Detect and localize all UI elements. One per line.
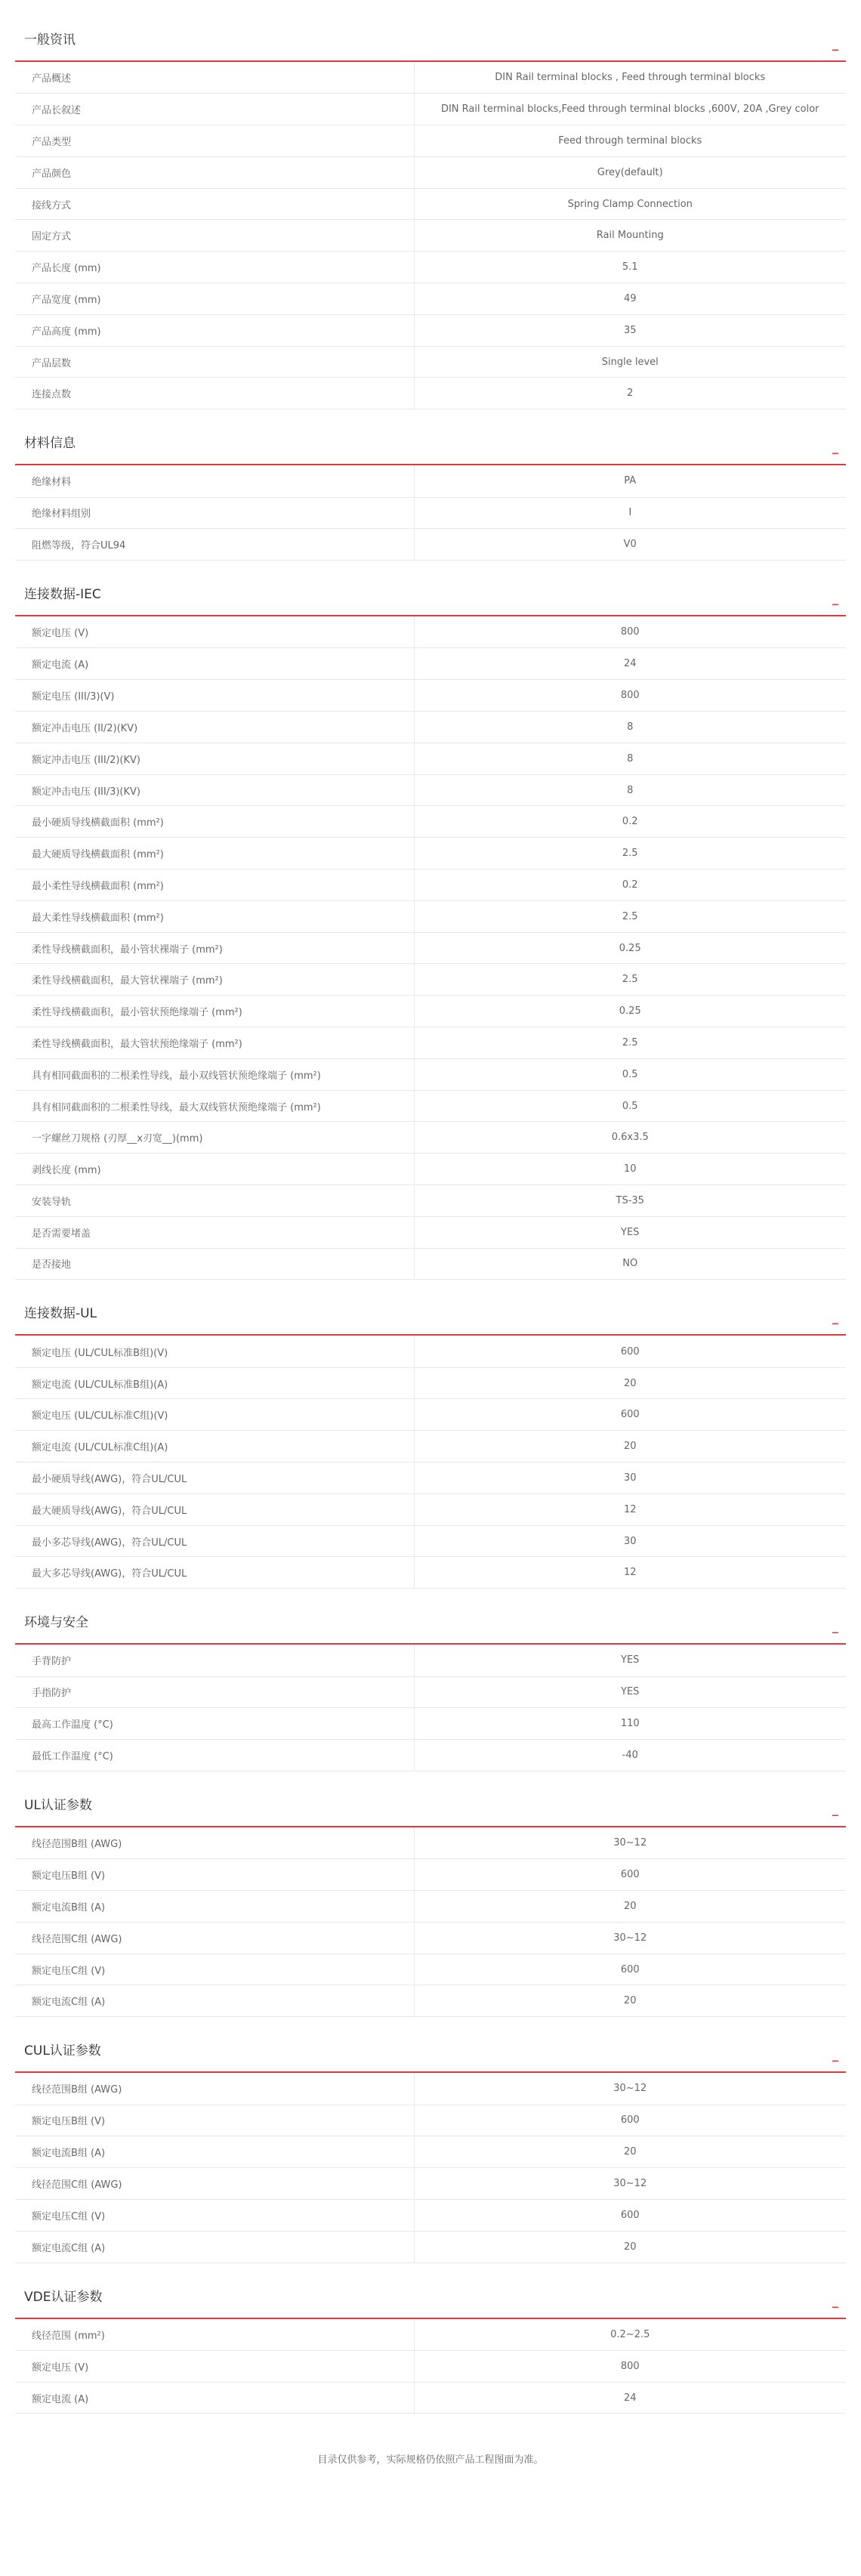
table-row <box>15 1399 846 1431</box>
table-row <box>15 1891 846 1923</box>
table-row <box>15 1431 846 1463</box>
spec-value: YES <box>621 1686 640 1698</box>
spec-value: 2.5 <box>622 848 638 860</box>
table-row <box>15 1557 846 1589</box>
table-row <box>15 774 846 806</box>
spec-value: 20 <box>623 1995 637 2007</box>
disclaimer-footer: 目录仅供参考，实际规格仍依照产品工程图面为准。 <box>317 2454 544 2466</box>
spec-value: 600 <box>620 2209 640 2221</box>
section-title: UL认证参数 <box>24 1797 92 1813</box>
spec-label: 最大硬质导线(AWG)，符合UL/CUL <box>15 1493 414 1525</box>
table-row <box>15 1493 846 1525</box>
spec-table <box>15 2319 846 2414</box>
table-row <box>15 2231 846 2262</box>
table-row <box>15 378 846 409</box>
table-row <box>15 1708 846 1740</box>
spec-value: Feed through terminal blocks <box>558 134 702 147</box>
table-row <box>15 1122 846 1154</box>
spec-value: 8 <box>627 784 634 796</box>
spec-label: 最小多芯导线(AWG)，符合UL/CUL <box>15 1525 414 1557</box>
spec-label: 是否需要堵盖 <box>15 1216 414 1248</box>
section-header[interactable] <box>15 576 846 616</box>
spec-table <box>15 2073 846 2262</box>
spec-label: 额定电压 (V) <box>15 2350 414 2382</box>
spec-label: 额定电压 (V) <box>15 616 414 648</box>
table-row <box>15 1827 846 1859</box>
spec-label: 产品宽度 (mm) <box>15 283 414 315</box>
spec-label: 具有相同截面积的二根柔性导线，最小双线管状预绝缘端子 (mm²) <box>15 1058 414 1090</box>
table-row <box>15 1954 846 1985</box>
spec-value: 600 <box>620 2114 640 2127</box>
table-row <box>15 1922 846 1954</box>
spec-value: 8 <box>627 752 634 764</box>
table-row <box>15 125 846 157</box>
spec-label: 额定电压C组 (V) <box>15 1954 414 1985</box>
spec-label: 额定电流 (UL/CUL标准B组)(A) <box>15 1367 414 1399</box>
table-row <box>15 465 846 497</box>
table-row <box>15 996 846 1027</box>
spec-label: 最小柔性导线横截面积 (mm²) <box>15 869 414 901</box>
table-row <box>15 252 846 283</box>
table-row <box>15 932 846 964</box>
spec-value: 30~12 <box>613 2178 647 2190</box>
spec-value: 8 <box>627 721 634 733</box>
spec-value: 12 <box>623 1503 637 1515</box>
section-header[interactable] <box>15 21 846 62</box>
spec-value: Single level <box>601 356 659 368</box>
spec-value: 0.6x3.5 <box>611 1132 649 1144</box>
spec-label: 额定电压 (UL/CUL标准B组)(V) <box>15 1336 414 1367</box>
table-row <box>15 2105 846 2136</box>
spec-value: 600 <box>620 1409 640 1421</box>
spec-label: 固定方式 <box>15 220 414 252</box>
spec-value: 20 <box>623 1377 637 1389</box>
spec-value: DIN Rail terminal blocks , Feed through terminal blocks <box>495 72 766 84</box>
table-row <box>15 1248 846 1280</box>
section-header[interactable] <box>15 2278 846 2319</box>
spec-label: 最高工作温度 (°C) <box>15 1708 414 1740</box>
spec-label: 线径范围 (mm²) <box>15 2319 414 2351</box>
spec-section <box>15 2032 846 2262</box>
spec-value: 24 <box>623 2392 637 2404</box>
table-row <box>15 314 846 346</box>
table-row <box>15 616 846 648</box>
section-header[interactable] <box>15 425 846 465</box>
spec-label: 线径范围C组 (AWG) <box>15 1922 414 1954</box>
spec-label: 最大柔性导线横截面积 (mm²) <box>15 900 414 932</box>
table-row <box>15 680 846 712</box>
spec-label: 柔性导线横截面积，最大管状裸端子 (mm²) <box>15 964 414 996</box>
table-row <box>15 62 846 94</box>
spec-label: 一字螺丝刀规格 (刃厚__x刃宽__)(mm) <box>15 1122 414 1154</box>
spec-label: 额定冲击电压 (III/3)(KV) <box>15 774 414 806</box>
spec-value: 24 <box>623 658 637 670</box>
spec-value: 600 <box>620 1963 640 1975</box>
table-row <box>15 346 846 378</box>
spec-label: 柔性导线横截面积，最小管状裸端子 (mm²) <box>15 932 414 964</box>
spec-label: 额定电压B组 (V) <box>15 1859 414 1891</box>
spec-value: -40 <box>622 1750 638 1762</box>
spec-value: 35 <box>623 324 637 336</box>
spec-label: 最小硬质导线横截面积 (mm²) <box>15 806 414 838</box>
spec-value: V0 <box>623 539 637 551</box>
spec-label: 柔性导线横截面积，最小管状预绝缘端子 (mm²) <box>15 996 414 1027</box>
spec-label: 最低工作温度 (°C) <box>15 1740 414 1771</box>
table-row <box>15 1058 846 1090</box>
spec-value: 0.2~2.5 <box>610 2328 650 2340</box>
spec-label: 额定电流B组 (A) <box>15 2136 414 2168</box>
table-row <box>15 2350 846 2382</box>
spec-value: 0.5 <box>622 1068 638 1080</box>
spec-section <box>15 1787 846 2017</box>
table-row <box>15 283 846 315</box>
spec-value: 600 <box>620 1345 640 1357</box>
table-row <box>15 220 846 252</box>
spec-page <box>0 21 861 2466</box>
table-row <box>15 94 846 125</box>
table-row <box>15 838 846 869</box>
table-row <box>15 1027 846 1059</box>
section-title: VDE认证参数 <box>24 2289 103 2305</box>
spec-value: 2 <box>627 388 634 400</box>
spec-value: NO <box>622 1258 638 1270</box>
spec-value: YES <box>621 1226 640 1238</box>
collapse-toggle-icon[interactable]: _ <box>832 1619 838 1634</box>
collapse-toggle-icon[interactable]: _ <box>832 591 838 606</box>
spec-value: 49 <box>623 292 637 304</box>
collapse-toggle-icon[interactable]: _ <box>832 2047 838 2062</box>
table-row <box>15 964 846 996</box>
spec-value: 2.5 <box>622 910 638 922</box>
spec-value: 2.5 <box>622 974 638 986</box>
spec-label: 产品长度 (mm) <box>15 252 414 283</box>
spec-value: Rail Mounting <box>596 230 664 242</box>
section-header[interactable] <box>15 1604 846 1645</box>
spec-value: 20 <box>623 2241 637 2253</box>
spec-value: 30~12 <box>613 2083 647 2095</box>
spec-label: 安装导轨 <box>15 1185 414 1217</box>
spec-value: 0.25 <box>619 1005 641 1018</box>
table-row <box>15 1985 846 2017</box>
spec-value: 2.5 <box>622 1036 638 1049</box>
section-title: 连接数据-IEC <box>24 587 101 603</box>
spec-value: YES <box>621 1654 640 1666</box>
section-title: CUL认证参数 <box>24 2043 101 2059</box>
table-row <box>15 1740 846 1771</box>
spec-label: 最大硬质导线横截面积 (mm²) <box>15 838 414 869</box>
spec-label: 额定电流 (UL/CUL标准C组)(A) <box>15 1431 414 1463</box>
spec-label: 额定电流C组 (A) <box>15 2231 414 2262</box>
spec-label: 接线方式 <box>15 188 414 220</box>
spec-label: 阻燃等级，符合UL94 <box>15 529 414 561</box>
spec-table <box>15 465 846 561</box>
spec-section <box>15 1295 846 1589</box>
spec-section <box>15 2278 846 2414</box>
spec-section <box>15 576 846 1280</box>
section-header[interactable] <box>15 1787 846 1827</box>
spec-label: 柔性导线横截面积，最大管状预绝缘端子 (mm²) <box>15 1027 414 1059</box>
section-title: 连接数据-UL <box>24 1306 97 1322</box>
spec-value: 20 <box>623 1900 637 1912</box>
spec-label: 产品概述 <box>15 62 414 94</box>
table-row <box>15 1185 846 1217</box>
collapse-toggle-icon[interactable]: _ <box>832 36 838 51</box>
spec-label: 绝缘材料 <box>15 465 414 497</box>
table-row <box>15 1676 846 1708</box>
table-row <box>15 2382 846 2414</box>
spec-section <box>15 21 846 409</box>
table-row <box>15 1525 846 1557</box>
table-row <box>15 869 846 901</box>
spec-value: 800 <box>620 690 640 702</box>
spec-value: 0.25 <box>619 942 641 954</box>
table-row <box>15 900 846 932</box>
spec-label: 额定电流 (A) <box>15 648 414 680</box>
table-row <box>15 648 846 680</box>
spec-value: Grey(default) <box>597 166 663 178</box>
table-row <box>15 2199 846 2231</box>
spec-value: 30 <box>623 1535 637 1547</box>
section-header[interactable] <box>15 2032 846 2073</box>
spec-table <box>15 616 846 1280</box>
spec-label: 手背防护 <box>15 1645 414 1676</box>
spec-label: 产品长叙述 <box>15 94 414 125</box>
table-row <box>15 156 846 188</box>
spec-label: 产品层数 <box>15 346 414 378</box>
spec-label: 额定电流C组 (A) <box>15 1985 414 2017</box>
spec-label: 额定电压B组 (V) <box>15 2105 414 2136</box>
spec-value: 0.2 <box>622 816 638 828</box>
table-row <box>15 1463 846 1494</box>
spec-label: 产品颜色 <box>15 156 414 188</box>
spec-value: 30~12 <box>613 1837 647 1849</box>
spec-value: DIN Rail terminal blocks,Feed through terminal blocks ,600V, 20A ,Grey color <box>440 103 819 116</box>
table-row <box>15 529 846 561</box>
spec-table <box>15 1645 846 1771</box>
spec-label: 额定电流 (A) <box>15 2382 414 2414</box>
spec-value: 12 <box>623 1567 637 1579</box>
spec-value: 0.2 <box>622 879 638 891</box>
collapse-toggle-icon[interactable]: _ <box>832 1801 838 1816</box>
table-row <box>15 1216 846 1248</box>
spec-label: 产品高度 (mm) <box>15 314 414 346</box>
spec-value: 30 <box>623 1472 637 1484</box>
spec-value: 20 <box>623 1441 637 1453</box>
spec-value: 5.1 <box>622 261 638 273</box>
spec-label: 最大多芯导线(AWG)，符合UL/CUL <box>15 1557 414 1589</box>
spec-section <box>15 1604 846 1771</box>
spec-table <box>15 1827 846 2017</box>
collapse-toggle-icon[interactable]: _ <box>832 1310 838 1325</box>
spec-section <box>15 425 846 561</box>
table-row <box>15 1859 846 1891</box>
collapse-toggle-icon[interactable]: _ <box>832 440 838 455</box>
spec-label: 绝缘材料组别 <box>15 497 414 529</box>
spec-sections <box>15 21 846 2414</box>
spec-value: 600 <box>620 1869 640 1881</box>
table-row <box>15 1154 846 1185</box>
spec-value: 800 <box>620 626 640 638</box>
table-row <box>15 497 846 529</box>
spec-value: 800 <box>620 2360 640 2372</box>
spec-label: 剥线长度 (mm) <box>15 1154 414 1185</box>
spec-label: 具有相同截面积的二根柔性导线，最大双线管状预绝缘端子 (mm²) <box>15 1090 414 1122</box>
spec-label: 额定电流B组 (A) <box>15 1891 414 1923</box>
spec-table <box>15 1336 846 1589</box>
spec-table <box>15 62 846 409</box>
table-row <box>15 2168 846 2200</box>
spec-label: 额定电压 (UL/CUL标准C组)(V) <box>15 1399 414 1431</box>
table-row <box>15 1367 846 1399</box>
spec-label: 线径范围B组 (AWG) <box>15 1827 414 1859</box>
spec-label: 额定电压 (III/3)(V) <box>15 680 414 712</box>
spec-label: 手指防护 <box>15 1676 414 1708</box>
spec-value: TS-35 <box>616 1194 644 1206</box>
table-row <box>15 1645 846 1676</box>
table-row <box>15 743 846 774</box>
spec-label: 额定冲击电压 (III/2)(KV) <box>15 743 414 774</box>
spec-value: 10 <box>623 1163 637 1175</box>
table-row <box>15 188 846 220</box>
spec-label: 线径范围B组 (AWG) <box>15 2073 414 2105</box>
section-title: 环境与安全 <box>24 1615 88 1631</box>
spec-label: 额定冲击电压 (II/2)(KV) <box>15 712 414 743</box>
spec-value: PA <box>624 475 637 487</box>
spec-label: 是否接地 <box>15 1248 414 1280</box>
section-title: 材料信息 <box>24 436 76 452</box>
spec-label: 产品类型 <box>15 125 414 157</box>
spec-value: I <box>628 507 632 519</box>
section-title: 一般资讯 <box>24 32 76 48</box>
table-row <box>15 2136 846 2168</box>
spec-value: 20 <box>623 2146 637 2158</box>
spec-value: 30~12 <box>613 1932 647 1944</box>
spec-label: 线径范围C组 (AWG) <box>15 2168 414 2200</box>
spec-value: 110 <box>620 1718 640 1730</box>
table-row <box>15 1336 846 1367</box>
table-row <box>15 2319 846 2351</box>
collapse-toggle-icon[interactable]: _ <box>832 2293 838 2308</box>
spec-label: 额定电压C组 (V) <box>15 2199 414 2231</box>
table-row <box>15 2073 846 2105</box>
spec-value: 0.5 <box>622 1100 638 1112</box>
spec-label: 最小硬质导线(AWG)，符合UL/CUL <box>15 1463 414 1494</box>
table-row <box>15 806 846 838</box>
section-header[interactable] <box>15 1295 846 1336</box>
spec-value: Spring Clamp Connection <box>567 198 693 210</box>
spec-label: 连接点数 <box>15 378 414 409</box>
table-row <box>15 1090 846 1122</box>
table-row <box>15 712 846 743</box>
